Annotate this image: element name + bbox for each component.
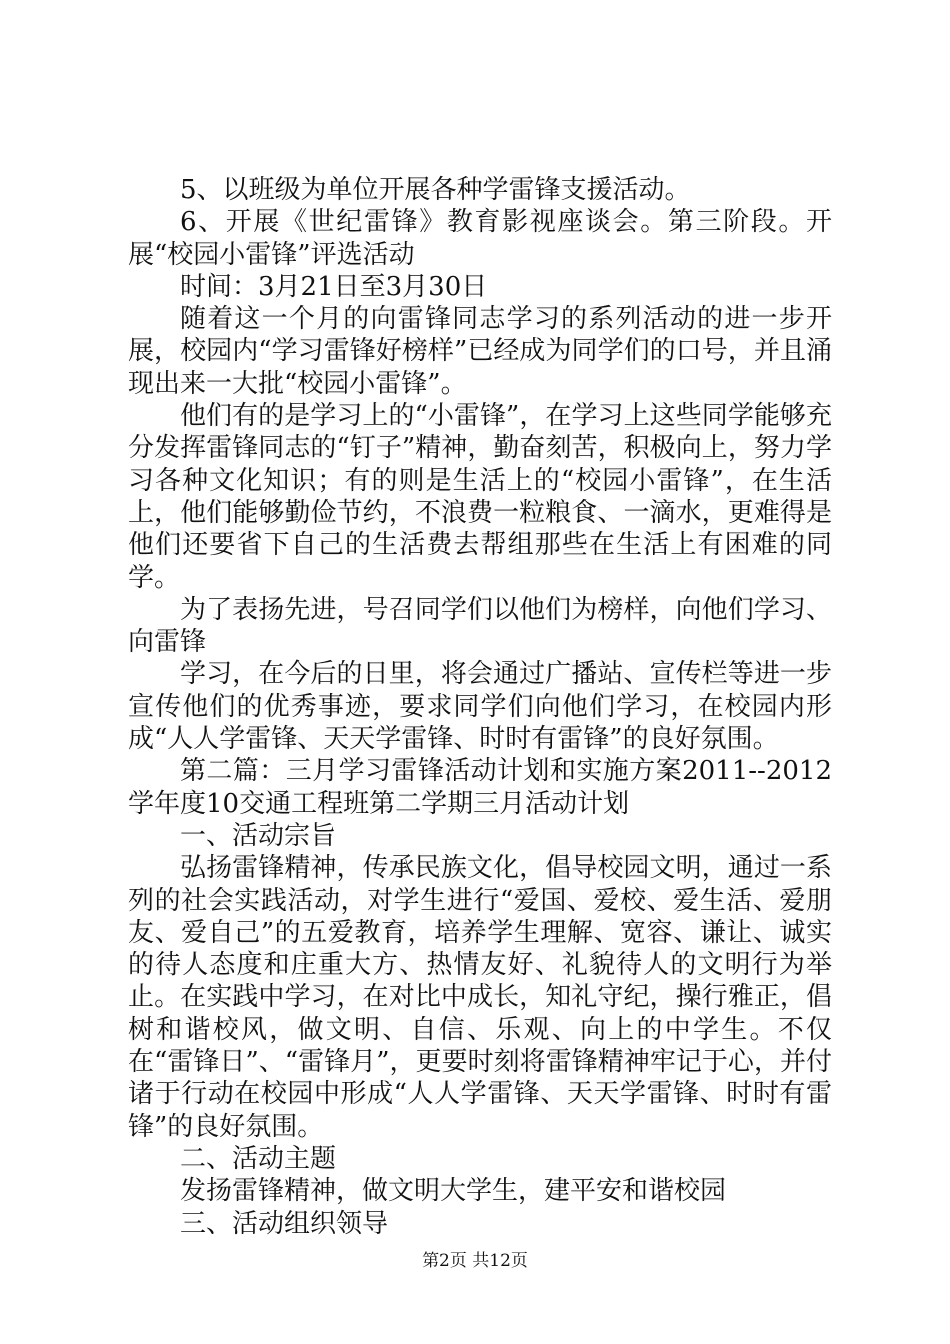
paragraph-little-leifeng: 他们有的是学习上的“小雷锋”，在学习上这些同学能够充分发挥雷锋同志的“钉子”精神，勤奋刻苦，积极向上，努力学习各种文化知识；有的则是生活上的“校园小雷锋”，在生活上，他们能够勤俭节约，不浪费一粒粮食、一滴水，更难得是他们还要省下自己的生活费去帮组那些在生活上有困难的同学。 bbox=[128, 401, 832, 593]
paragraph-campus-slogan: 随着这一个月的向雷锋同志学习的系列活动的进一步开展，校园内“学习雷锋好榜样”已经成为同学们的口号，并且涌现出来一大批“校园小雷锋”。 bbox=[128, 304, 832, 399]
page-number-footer: 第2页 共12页 bbox=[422, 1251, 528, 1271]
paragraph-item-5: 5、以班级为单位开展各种学雷锋支援活动。 bbox=[180, 175, 691, 205]
document-body bbox=[128, 174, 832, 1240]
paragraph-commend: 为了表扬先进，号召同学们以他们为榜样，向他们学习、向雷锋 bbox=[128, 594, 832, 658]
heading-activity-purpose: 一、活动宗旨 bbox=[180, 820, 337, 851]
paragraph-activity-purpose: 弘扬雷锋精神，传承民族文化，倡导校园文明，通过一系列的社会实践活动，对学生进行“爱国、爱校、爱生活、爱朋友、爱自己”的五爱教育，培养学生理解、宽容、谦让、诚实的待人态度和庄重大方、热情友好、礼貌待人的文明行为举止。在实践中学习，在对比中成长，知礼守纪，操行雅正，倡树和谐校风，做文明、自信、乐观、向上的中学生。不仅在“雷锋日”、“雷锋月”，更要时刻将雷锋精神牢记于心，并付诸于行动在校园中形成“人人学雷锋、天天学雷锋、时时有雷锋”的良好氛围。 bbox=[128, 853, 832, 1142]
heading-activity-theme: 二、活动主题 bbox=[180, 1143, 337, 1174]
section-heading-part-two: 第二篇：三月学习雷锋活动计划和实施方案2011--2012学年度10交通工程班第二学期三月活动计划 bbox=[128, 756, 832, 819]
paragraph-publicity: 学习，在今后的日里，将会通过广播站、宣传栏等进一步宣传他们的优秀事迹，要求同学们向他们学习，在校园内形成“人人学雷锋、天天学雷锋、时时有雷锋”的良好氛围。 bbox=[128, 659, 832, 755]
paragraph-activity-theme: 发扬雷锋精神，做文明大学生，建平安和谐校园 bbox=[180, 1176, 727, 1207]
paragraph-time: 时间：3月21日至3月30日 bbox=[180, 271, 488, 302]
paragraph-item-6: 6、开展《世纪雷锋》教育影视座谈会。第三阶段。开展“校园小雷锋”评选活动 bbox=[128, 207, 832, 270]
heading-activity-leadership: 三、活动组织领导 bbox=[180, 1208, 389, 1239]
